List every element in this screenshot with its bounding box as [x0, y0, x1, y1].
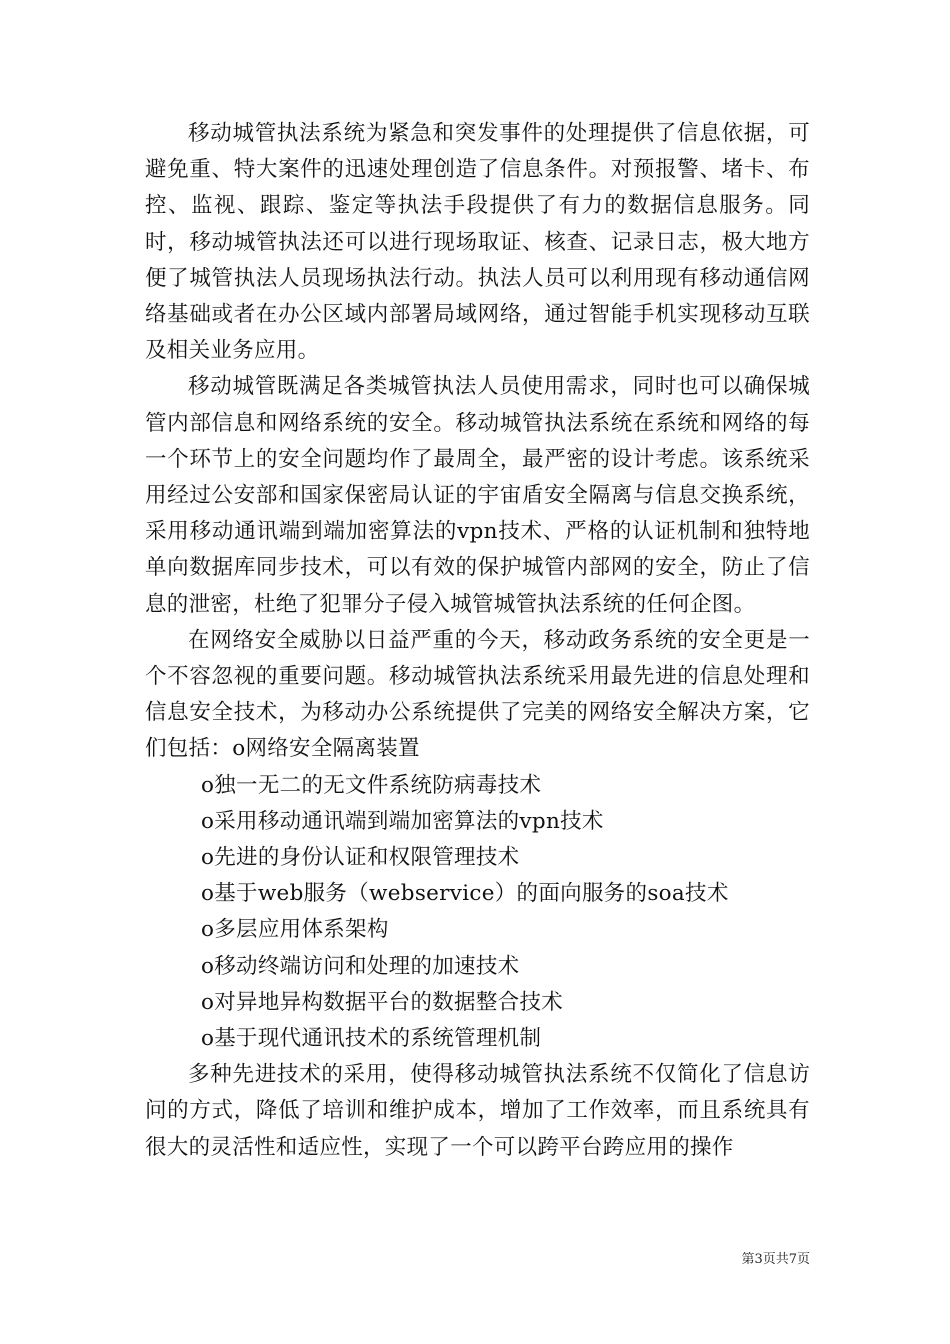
list-item: o多层应用体系架构: [201, 917, 389, 943]
paragraph-3: 在网络安全威胁以日益严重的今天，移动政务系统的安全更是一个不容忽视的重要问题。移动城管执法系统采用最先进的信息处理和信息安全技术，为移动办公系统提供了完美的网络安全解决方案，它们包括：o网络安全隔离装置: [145, 627, 810, 762]
paragraph-2: 移动城管既满足各类城管执法人员使用需求，同时也可以确保城管内部信息和网络系统的安全。移动城管执法系统在系统和网络的每一个环节上的安全问题均作了最周全，最严密的设计考虑。该系统采用经过公安部和国家保密局认证的宇宙盾安全隔离与信息交换系统，采用移动通讯端到端加密算法的vpn技术、严格的认证机制和独特地单向数据库同步技术，可以有效的保护城管内部网的安全，防止了信息的泄密，杜绝了犯罪分子侵入城管城管执法系统的任何企图。: [145, 374, 810, 617]
list-item: o采用移动通讯端到端加密算法的vpn技术: [201, 808, 604, 834]
list-item: o对异地异构数据平台的数据整合技术: [201, 989, 564, 1015]
list-item: o独一无二的无文件系统防病毒技术: [201, 772, 542, 798]
tech-list: [145, 768, 810, 1058]
list-item: o移动终端访问和处理的加速技术: [201, 953, 520, 979]
closing-paragraph: 多种先进技术的采用，使得移动城管执法系统不仅简化了信息访问的方式，降低了培训和维护成本，增加了工作效率，而且系统具有很大的灵活性和适应性，实现了一个可以跨平台跨应用的操作: [145, 1062, 810, 1160]
document-body: [145, 116, 810, 1166]
page-number: 第3页共7页: [741, 1252, 810, 1267]
list-item: o基于web服务（webservice）的面向服务的soa技术: [201, 881, 729, 907]
list-item: o基于现代通讯技术的系统管理机制: [201, 1026, 542, 1052]
paragraph-1: 移动城管执法系统为紧急和突发事件的处理提供了信息依据，可避免重、特大案件的迅速处理创造了信息条件。对预报警、堵卡、布控、监视、跟踪、鉴定等执法手段提供了有力的数据信息服务。同时，移动城管执法还可以进行现场取证、核查、记录日志，极大地方便了城管执法人员现场执法行动。执法人员可以利用现有移动通信网络基础或者在办公区域内部署局域网络，通过智能手机实现移动互联及相关业务应用。: [145, 121, 810, 364]
list-item: o先进的身份认证和权限管理技术: [201, 845, 520, 871]
